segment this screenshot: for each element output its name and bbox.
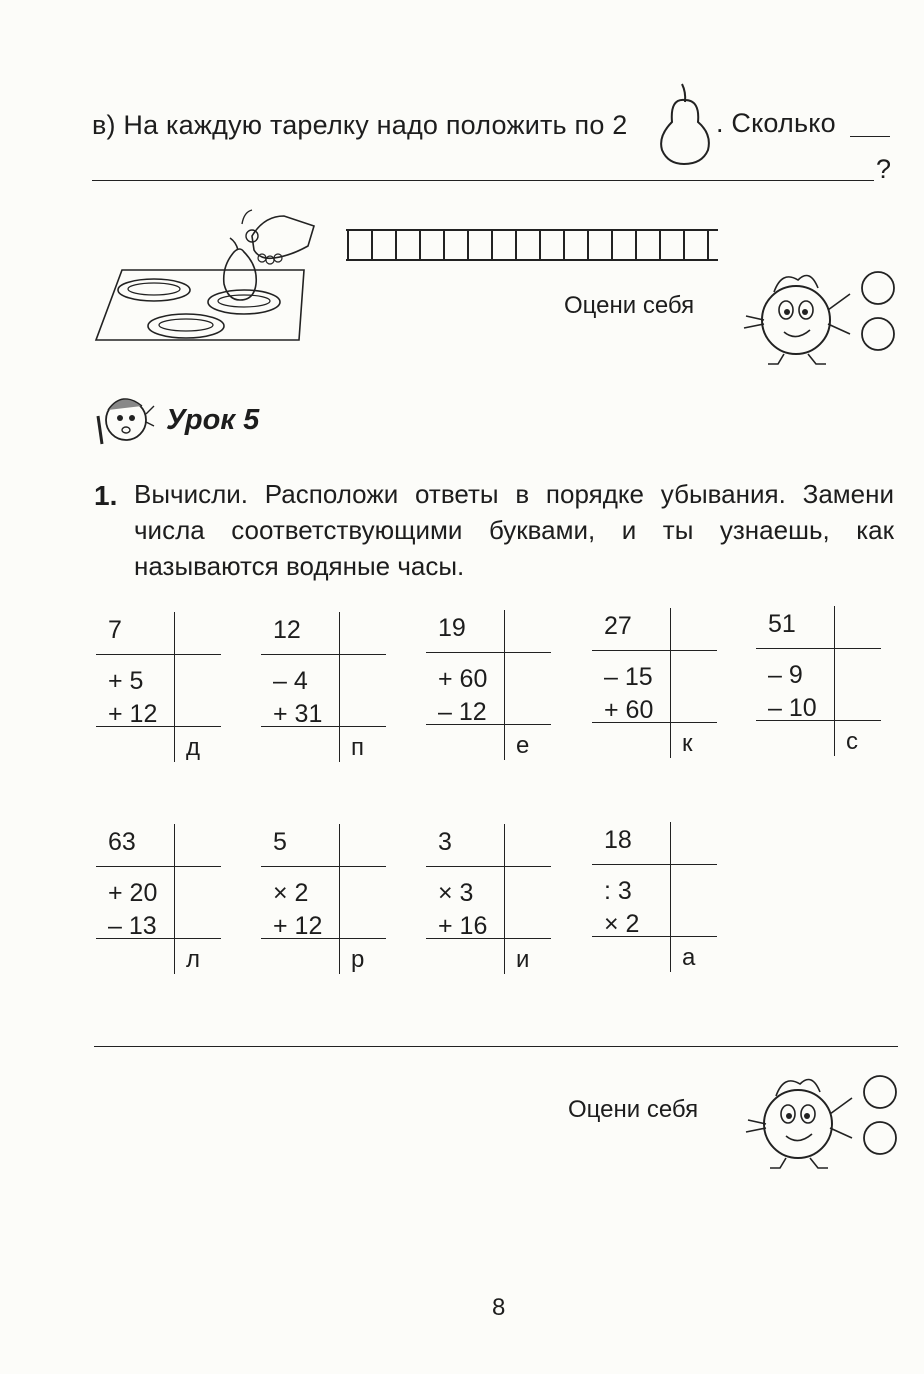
rating-circle-bottom bbox=[864, 1122, 896, 1154]
self-assess-label: Оцени себя bbox=[564, 292, 695, 319]
calc-block bbox=[426, 824, 551, 974]
calc-block bbox=[592, 822, 717, 972]
calc-op2: – 10 bbox=[768, 694, 817, 722]
rating-circle-bottom bbox=[862, 318, 894, 350]
calc-block bbox=[756, 606, 881, 756]
lesson-title: Урок 5 bbox=[166, 404, 260, 436]
calc-op2: – 13 bbox=[108, 912, 157, 940]
pear-icon bbox=[652, 76, 716, 168]
calc-start: 19 bbox=[438, 614, 466, 642]
final-answer-line bbox=[94, 1046, 898, 1047]
calc-op2: × 2 bbox=[604, 910, 640, 938]
smiley-character-icon bbox=[740, 1068, 904, 1172]
page-number: 8 bbox=[492, 1294, 506, 1321]
rating-circle-top bbox=[864, 1076, 896, 1108]
calc-op1: + 20 bbox=[108, 879, 158, 907]
calc-start: 51 bbox=[768, 610, 796, 638]
task-v-text-after: . Сколько bbox=[716, 108, 836, 138]
calc-start: 27 bbox=[604, 612, 632, 640]
answer-blank-short bbox=[850, 136, 890, 137]
calc-block bbox=[96, 612, 221, 762]
calc-block bbox=[261, 612, 386, 762]
plates-illustration bbox=[94, 206, 324, 346]
answer-line bbox=[92, 180, 874, 181]
calc-op2: + 60 bbox=[604, 696, 654, 724]
calc-letter: а bbox=[682, 944, 696, 971]
task-text: Вычисли. Расположи ответы в порядке убывания. Замени числа соответствующими буквами, и ты узнаешь, как называются водяные часы. bbox=[134, 479, 894, 581]
calc-op1: × 3 bbox=[438, 879, 474, 907]
calc-op2: + 16 bbox=[438, 912, 488, 940]
calc-op1: – 4 bbox=[273, 667, 308, 695]
calc-op1: – 9 bbox=[768, 661, 803, 689]
smiley-character-icon bbox=[738, 264, 902, 368]
answer-grid bbox=[346, 226, 718, 264]
calc-block bbox=[261, 824, 386, 974]
calc-start: 3 bbox=[438, 828, 452, 856]
rating-circle-top bbox=[862, 272, 894, 304]
task-number: 1. bbox=[94, 480, 118, 511]
calc-op1: – 15 bbox=[604, 663, 653, 691]
calc-letter: с bbox=[846, 728, 858, 755]
calc-start: 7 bbox=[108, 616, 122, 644]
calc-op1: + 60 bbox=[438, 665, 488, 693]
calc-block bbox=[96, 824, 221, 974]
calc-op1: + 5 bbox=[108, 667, 144, 695]
calc-letter: п bbox=[351, 734, 364, 761]
calc-block bbox=[426, 610, 551, 760]
calc-letter: е bbox=[516, 732, 530, 759]
calc-letter: л bbox=[186, 946, 201, 973]
calc-letter: к bbox=[682, 730, 693, 757]
calc-op2: + 31 bbox=[273, 700, 323, 728]
calc-op1: × 2 bbox=[273, 879, 309, 907]
student-character-icon bbox=[92, 386, 158, 446]
calc-start: 63 bbox=[108, 828, 136, 856]
calc-letter: и bbox=[516, 946, 530, 973]
task-v-text-before: в) На каждую тарелку надо положить по 2 bbox=[92, 110, 628, 140]
calc-letter: д bbox=[186, 734, 201, 761]
calc-op2: + 12 bbox=[273, 912, 323, 940]
self-assess-label-2: Оцени себя bbox=[568, 1096, 699, 1123]
calc-start: 5 bbox=[273, 828, 287, 856]
calc-op2: + 12 bbox=[108, 700, 158, 728]
calc-op2: – 12 bbox=[438, 698, 487, 726]
calc-start: 12 bbox=[273, 616, 301, 644]
calc-letter: р bbox=[351, 946, 365, 973]
calc-op1: : 3 bbox=[604, 877, 632, 905]
calc-block bbox=[592, 608, 717, 758]
calc-start: 18 bbox=[604, 826, 632, 854]
question-mark: ? bbox=[876, 154, 892, 184]
